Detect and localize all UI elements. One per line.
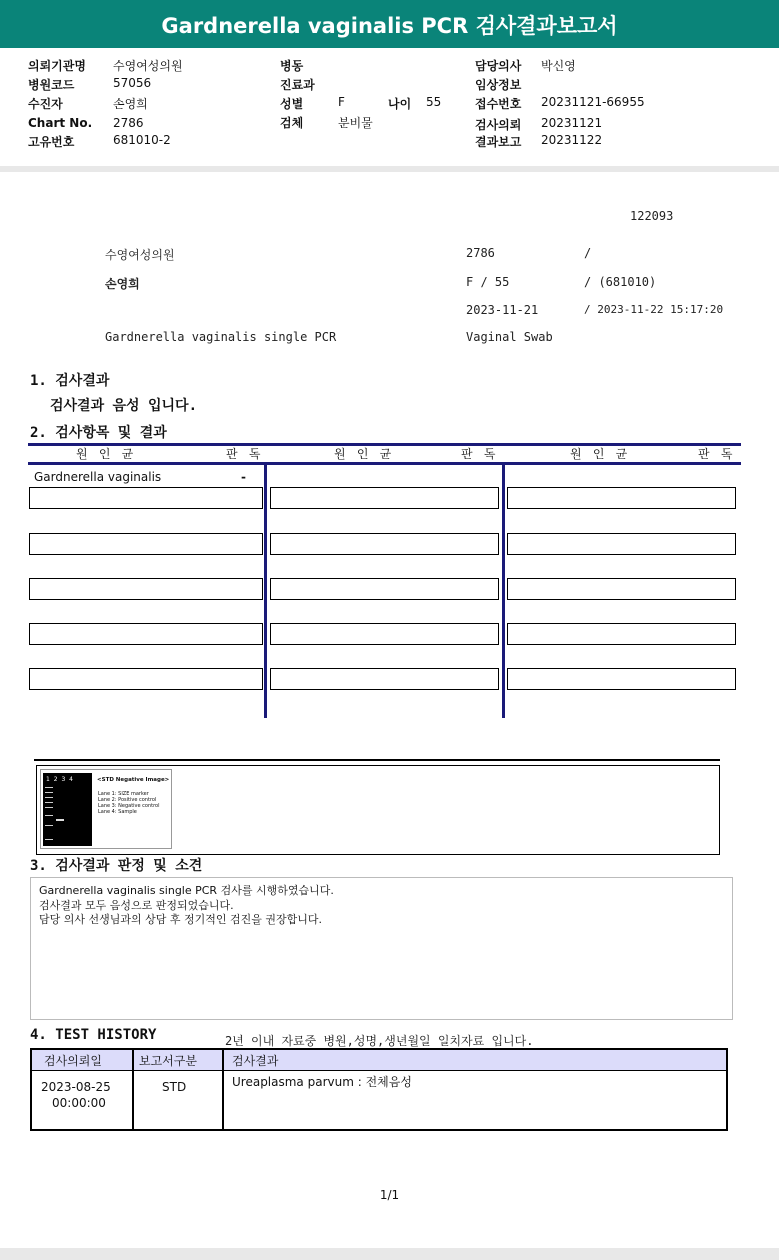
history-col-date: 검사의뢰일	[44, 1054, 102, 1068]
history-col-result: 검사결과	[232, 1054, 279, 1068]
history-type: STD	[162, 1080, 187, 1094]
section-1-result: 검사결과 음성 입니다.	[50, 398, 198, 414]
result-box	[270, 533, 499, 555]
chart-value: 2786	[113, 116, 144, 130]
result-box	[507, 623, 736, 645]
history-date: 2023-08-25	[41, 1080, 111, 1094]
receipt-label: 접수번호	[475, 97, 522, 111]
result-box	[507, 578, 736, 600]
remark-line: Gardnerella vaginalis single PCR 검사를 시행하였습니다.	[39, 884, 334, 897]
patient-label: 수진자	[28, 97, 63, 111]
result-box	[270, 623, 499, 645]
header-divider	[0, 166, 779, 172]
result-box	[507, 487, 736, 509]
gel-electrophoresis-image	[43, 773, 92, 846]
result-box	[29, 533, 263, 555]
doctor-value: 박신영	[541, 59, 576, 73]
gel-separator	[34, 759, 720, 761]
organism-name: Gardnerella vaginalis	[34, 470, 162, 484]
result-box	[29, 487, 263, 509]
patient-value: 손영희	[113, 97, 148, 111]
gel-lane-1: Lane 1: SIZE marker	[98, 791, 149, 797]
report-label: 결과보고	[475, 135, 522, 149]
table-header-border	[28, 462, 741, 465]
col-result-3: 판 독	[698, 447, 735, 461]
info-slash: /	[584, 246, 592, 260]
history-header-row	[32, 1050, 726, 1071]
gel-caption: <STD Negative Image>	[97, 777, 170, 783]
institution-value: 수영여성의원	[113, 59, 183, 73]
ward-label: 병동	[280, 59, 304, 73]
section-1-title: 1. 검사결과	[30, 373, 110, 389]
sex-value: F	[338, 95, 345, 109]
footer-divider	[0, 1248, 779, 1260]
col-organism-1: 원 인 균	[76, 447, 136, 461]
remark-line: 검사결과 모두 음성으로 판정되었습니다.	[39, 898, 234, 912]
result-box	[29, 623, 263, 645]
age-value: 55	[426, 95, 442, 109]
hospital-code-value: 57056	[113, 76, 152, 90]
info-sex-age: F / 55	[466, 275, 510, 289]
table-col-divider-1	[264, 462, 267, 718]
result-box	[29, 668, 263, 690]
info-test-name: Gardnerella vaginalis single PCR	[105, 330, 337, 344]
report-title: Gardnerella vaginalis PCR 검사결과보고서	[161, 14, 618, 38]
result-box	[507, 533, 736, 555]
section-2-title: 2. 검사항목 및 결과	[30, 425, 167, 441]
result-box	[29, 578, 263, 600]
age-label: 나이	[388, 97, 412, 111]
result-box	[507, 668, 736, 690]
specimen-label: 검체	[280, 116, 304, 130]
col-organism-3: 원 인 균	[570, 447, 630, 461]
section-4-title: 4. TEST HISTORY	[30, 1027, 157, 1043]
chart-label: Chart No.	[28, 116, 93, 130]
report-code: 122093	[630, 209, 674, 223]
info-chart: 2786	[466, 246, 495, 260]
gel-lane-4: Lane 4: Sample	[98, 809, 137, 815]
result-box	[270, 578, 499, 600]
sex-label: 성별	[280, 97, 304, 111]
unique-value: 681010-2	[113, 133, 171, 147]
page-number: 1/1	[379, 1188, 400, 1202]
info-institution: 수영여성의원	[105, 248, 175, 262]
history-table	[30, 1048, 728, 1131]
history-result: Ureaplasma parvum : 전체음성	[232, 1075, 412, 1089]
section-3-title: 3. 검사결과 판정 및 소견	[30, 858, 203, 874]
receipt-value: 20231121-66955	[541, 95, 645, 109]
request-label: 검사의뢰	[475, 118, 522, 132]
report-value: 20231122	[541, 133, 603, 147]
remarks-box	[30, 877, 733, 1020]
doctor-label: 담당의사	[475, 59, 522, 73]
result-box	[270, 668, 499, 690]
gel-lane-3: Lane 3: Negative control	[98, 803, 160, 809]
info-report-datetime: / 2023-11-22 15:17:20	[584, 303, 724, 316]
history-col-divider	[222, 1050, 224, 1129]
request-value: 20231121	[541, 116, 603, 130]
remark-line: 담당 의사 선생님과의 상담 후 정기적인 검진을 권장합니다.	[39, 913, 322, 926]
gel-lane-2: Lane 2: Positive control	[98, 797, 157, 803]
info-request-date: 2023-11-21	[466, 303, 539, 317]
history-col-divider	[132, 1050, 134, 1129]
col-organism-2: 원 인 균	[334, 447, 394, 461]
clinical-label: 임상정보	[475, 78, 522, 92]
info-birth: / (681010)	[584, 275, 657, 289]
table-col-divider-2	[502, 462, 505, 718]
col-result-2: 판 독	[461, 447, 498, 461]
history-note: 2년 이내 자료중 병원,성명,생년월일 일치자료 입니다.	[225, 1034, 534, 1048]
unique-label: 고유번호	[28, 135, 75, 149]
specimen-value: 분비물	[338, 116, 373, 130]
dept-label: 진료과	[280, 78, 315, 92]
info-patient: 손영희	[105, 277, 140, 291]
gel-lane-numbers: 1 2 3 4	[46, 776, 74, 783]
history-col-type: 보고서구분	[139, 1054, 197, 1068]
history-time: 00:00:00	[52, 1096, 106, 1110]
hospital-code-label: 병원코드	[28, 78, 75, 92]
col-result-1: 판 독	[226, 447, 263, 461]
result-box	[270, 487, 499, 509]
info-specimen: Vaginal Swab	[466, 330, 553, 344]
organism-result: -	[241, 470, 246, 484]
institution-label: 의뢰기관명	[28, 59, 86, 73]
